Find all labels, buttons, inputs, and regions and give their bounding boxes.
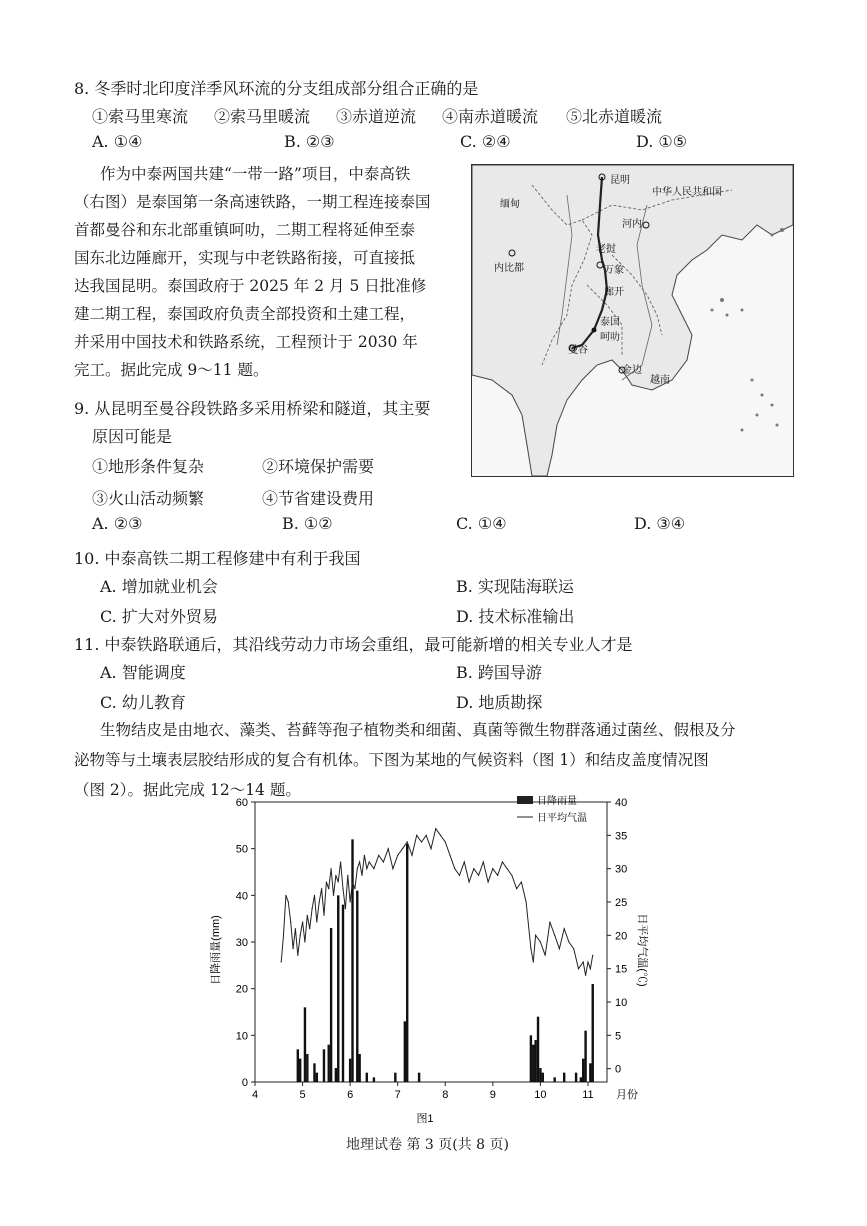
temp-point: [295, 928, 296, 929]
temp-point: [578, 968, 579, 969]
temp-point: [426, 835, 427, 836]
temp-point: [388, 848, 389, 849]
q8-option-b[interactable]: B. ②③: [284, 132, 335, 151]
temp-point: [590, 968, 591, 969]
y2-axis-ticks: [607, 797, 627, 1076]
temp-point: [338, 881, 339, 882]
passage-line: 生物结皮是由地衣、藻类、苔藓等孢子植物类和细菌、真菌等微生物群落通过菌丝、假根及分: [100, 721, 736, 739]
temp-point: [507, 868, 508, 869]
y2-tick-label: 15: [615, 963, 628, 976]
temp-point: [564, 928, 565, 929]
q9-option-c[interactable]: C. ①④: [456, 514, 507, 533]
q11-stem: 11. 中泰铁路联通后，其沿线劳动力市场会重组，最可能新增的相关专业人才是: [74, 635, 633, 654]
temp-point: [397, 855, 398, 856]
q8-item: ⑤北赤道暖流: [566, 107, 663, 126]
y2-tick-label: 25: [615, 897, 628, 909]
y-tick-label: 40: [235, 890, 248, 903]
temp-point: [540, 941, 541, 942]
y-tick-label: 0: [241, 1077, 248, 1089]
temp-point: [487, 881, 488, 882]
passage-line: 作为中泰两国共建“一带一路”项目，中泰高铁: [100, 165, 411, 183]
rain-bar: [328, 1045, 330, 1082]
temp-point: [511, 875, 512, 876]
legend-bar-swatch: [517, 796, 533, 804]
temp-point: [445, 841, 446, 842]
southeast-asia-map: [471, 164, 794, 477]
temp-point: [492, 868, 493, 869]
y2-tick-label: 5: [615, 1030, 622, 1043]
y-axis-label: 日降雨量(mm): [210, 915, 222, 985]
map-label-bangkok: 曼谷: [568, 345, 588, 356]
q9-stem: 9. 从昆明至曼谷段铁路多采用桥梁和隧道，其主要: [74, 399, 431, 418]
temp-point: [402, 848, 403, 849]
x-tick-label: 8: [442, 1089, 449, 1101]
q8-item: ③赤道逆流: [336, 107, 417, 126]
q8-item: ①索马里寒流: [92, 107, 189, 126]
map-label-naypyidaw: 内比都: [494, 263, 524, 274]
q10-option-c[interactable]: C. 扩大对外贸易: [100, 607, 218, 626]
temp-point: [300, 935, 301, 936]
temp-point: [319, 901, 320, 902]
rain-bar: [297, 1049, 299, 1082]
q9-item: ④节省建设费用: [262, 489, 375, 508]
q9-item: ②环境保护需要: [262, 457, 375, 476]
q8-item: ④南赤道暖流: [442, 107, 539, 126]
rain-bar: [530, 1035, 532, 1082]
rain-bar: [553, 1077, 555, 1082]
temp-point: [292, 948, 293, 949]
temp-point: [407, 841, 408, 842]
temp-point: [297, 955, 298, 956]
temp-point: [416, 835, 417, 836]
rain-bar: [394, 1073, 396, 1082]
temp-point: [559, 948, 560, 949]
temp-point: [364, 855, 365, 856]
chart-frame: [255, 802, 607, 1082]
temp-point: [354, 888, 355, 889]
rain-bar: [584, 1031, 586, 1082]
temp-point: [290, 921, 291, 922]
x-tick-label: 4: [251, 1089, 259, 1101]
temp-point: [350, 901, 351, 902]
rain-bar: [366, 1073, 368, 1082]
temp-point: [283, 935, 284, 936]
temp-point: [459, 875, 460, 876]
temp-point: [449, 855, 450, 856]
temp-point: [585, 975, 586, 976]
rain-bar: [563, 1073, 565, 1082]
x-tick-label: 7: [394, 1089, 401, 1101]
rain-bar: [342, 905, 344, 1082]
temp-point: [587, 961, 588, 962]
map-label-phnompenh: 金边: [622, 365, 642, 376]
temp-point: [497, 875, 498, 876]
y-tick-label: 30: [235, 937, 248, 949]
temp-point: [347, 875, 348, 876]
temp-point: [430, 848, 431, 849]
temp-point: [333, 895, 334, 896]
temp-point: [321, 888, 322, 889]
rain-bar: [316, 1073, 318, 1082]
rain-bar: [418, 1073, 420, 1082]
chart-title: 图1: [416, 1113, 434, 1125]
temp-point: [440, 835, 441, 836]
temp-point: [521, 881, 522, 882]
y-tick-label: 20: [235, 983, 248, 996]
rain-bar: [537, 1017, 539, 1082]
rain-bar: [358, 1054, 360, 1082]
temp-point: [435, 828, 436, 829]
q9-item: ①地形条件复杂: [92, 457, 205, 476]
q11-option-c[interactable]: C. 幼儿教育: [100, 693, 186, 712]
q9-item: ③火山活动频繁: [92, 489, 205, 508]
passage-line: 建二期工程，泰国政府负责全部投资和土建工程，: [74, 305, 416, 323]
rain-bar: [349, 1059, 351, 1082]
x-axis-label: 月份: [616, 1089, 638, 1101]
rain-bar: [323, 1049, 325, 1082]
temp-point: [342, 888, 343, 889]
rain-bars: [297, 839, 594, 1082]
y-axis-ticks: [236, 797, 255, 1089]
temp-point: [316, 921, 317, 922]
temp-point: [307, 915, 308, 916]
map-label-thailand: 泰国: [600, 317, 620, 328]
y-tick-label: 60: [235, 797, 248, 809]
map-label-kunming: 昆明: [610, 175, 630, 186]
map-label-laos: 老挝: [596, 244, 616, 255]
map-label-nongkhai: 廊开: [604, 287, 624, 298]
rain-bar: [534, 1040, 536, 1082]
climate-chart: [205, 790, 665, 1130]
rain-bar: [575, 1073, 577, 1082]
temp-point: [288, 901, 289, 902]
temp-point: [502, 861, 503, 862]
temp-point: [421, 841, 422, 842]
q10-option-a[interactable]: A. 增加就业机会: [100, 577, 218, 596]
temp-point: [331, 868, 332, 869]
temp-point: [340, 861, 341, 862]
map-label-china: 中华人民共和国: [652, 187, 722, 198]
x-tick-label: 6: [347, 1089, 354, 1101]
q9-option-d[interactable]: D. ③④: [634, 514, 686, 533]
temp-point: [526, 901, 527, 902]
map-label-hanoi: 河内: [622, 219, 642, 230]
q8-stem: 8. 冬季时北印度洋季风环流的分支组成部分组合正确的是: [74, 79, 479, 98]
rain-bar: [299, 1059, 301, 1082]
q9-option-a[interactable]: A. ②③: [92, 514, 143, 533]
temp-series-line: [281, 829, 593, 976]
q11-option-a[interactable]: A. 智能调度: [100, 663, 186, 682]
legend-temp-label: 日平均气温: [537, 813, 587, 824]
temp-point: [302, 921, 303, 922]
y-tick-label: 10: [235, 1030, 248, 1043]
q11-option-b[interactable]: B. 跨国导游: [456, 663, 542, 682]
y2-tick-label: 40: [615, 797, 628, 809]
temp-point: [383, 861, 384, 862]
temp-point: [326, 881, 327, 882]
q9-option-b[interactable]: B. ①②: [282, 514, 333, 533]
x-tick-label: 10: [534, 1089, 547, 1101]
temp-point: [361, 875, 362, 876]
map-label-vientiane: 万象: [604, 265, 624, 276]
y2-tick-label: 0: [615, 1063, 622, 1076]
temp-point: [554, 935, 555, 936]
temp-point: [411, 855, 412, 856]
q10-option-b[interactable]: B. 实现陆海联运: [456, 577, 574, 596]
temp-point: [328, 888, 329, 889]
x-tick-label: 9: [489, 1089, 496, 1101]
rain-bar: [373, 1077, 375, 1082]
rain-bar: [580, 1077, 582, 1082]
temp-point: [366, 868, 367, 869]
temp-point: [335, 875, 336, 876]
temp-point: [352, 881, 353, 882]
q10-stem: 10. 中泰高铁二期工程修建中有利于我国: [74, 549, 361, 568]
temp-point: [285, 895, 286, 896]
temp-point: [545, 955, 546, 956]
rain-bar: [539, 1068, 541, 1082]
rain-bar: [335, 1068, 337, 1082]
temp-point: [281, 961, 282, 962]
temp-point: [373, 868, 374, 869]
temp-point: [533, 961, 534, 962]
passage-line: 达我国昆明。泰国政府于 2025 年 2 月 5 日批准修: [74, 277, 427, 295]
temp-point: [573, 948, 574, 949]
y2-tick-label: 10: [615, 997, 628, 1009]
temp-point: [359, 861, 360, 862]
passage-line: 首都曼谷和东北部重镇呵叻，二期工程将延伸至泰: [74, 221, 416, 239]
temp-point: [304, 941, 305, 942]
temp-point: [592, 955, 593, 956]
q10-option-d[interactable]: D. 技术标准输出: [456, 607, 575, 626]
passage-line: 并采用中国技术和铁路系统，工程预计于 2030 年: [74, 333, 418, 351]
map-label-vietnam: 越南: [650, 375, 670, 386]
chart-legend: [517, 794, 587, 824]
temp-point: [311, 908, 312, 909]
passage-line: （右图）是泰国第一条高速铁路，一期工程连接泰国: [74, 193, 431, 211]
temp-point: [478, 875, 479, 876]
rain-bar: [306, 1054, 308, 1082]
y-tick-label: 50: [235, 843, 248, 856]
temp-point: [309, 928, 310, 929]
page-footer: 地理试卷 第 3 页(共 8 页): [346, 1137, 509, 1153]
rain-bar: [351, 839, 353, 1082]
q8-item: ②索马里暖流: [214, 107, 311, 126]
temp-point: [323, 915, 324, 916]
rain-bar: [406, 844, 408, 1082]
temp-line: [281, 828, 594, 976]
x-tick-label: 5: [299, 1089, 306, 1101]
q8-option-c[interactable]: C. ②④: [460, 132, 511, 151]
temp-point: [483, 861, 484, 862]
rain-bar: [542, 1073, 544, 1082]
rain-bar: [356, 891, 358, 1082]
temp-point: [454, 868, 455, 869]
temp-point: [345, 908, 346, 909]
legend-rain-label: 日降雨量: [537, 796, 577, 807]
rain-bar: [404, 1021, 406, 1082]
temp-point: [473, 868, 474, 869]
temp-point: [369, 861, 370, 862]
rain-bar: [304, 1007, 306, 1082]
temp-point: [357, 868, 358, 869]
rain-bar: [589, 1063, 591, 1082]
x-tick-label: 11: [582, 1089, 594, 1101]
y2-axis-label: 日平均气温(℃): [636, 913, 648, 987]
temp-point: [568, 941, 569, 942]
rain-bar: [330, 928, 332, 1082]
map-drawing: [472, 165, 793, 476]
y2-tick-label: 35: [615, 830, 628, 843]
rain-bar: [337, 895, 339, 1082]
map-label-myanmar: 缅甸: [500, 199, 520, 210]
y2-tick-label: 20: [615, 930, 628, 943]
temp-point: [468, 881, 469, 882]
rain-bar: [582, 1059, 584, 1082]
y2-tick-label: 30: [615, 863, 628, 876]
temp-point: [464, 861, 465, 862]
passage-line: 完工。据此完成 9～11 题。: [74, 361, 269, 379]
rain-bar: [313, 1063, 315, 1082]
q8-option-a[interactable]: A. ①④: [92, 132, 143, 151]
temp-point: [314, 895, 315, 896]
temp-point: [583, 961, 584, 962]
plot-border: [255, 802, 607, 1082]
x-axis-ticks: [252, 1082, 594, 1101]
temp-point: [530, 948, 531, 949]
temp-point: [378, 855, 379, 856]
temp-point: [549, 921, 550, 922]
passage-line: （图 2）。据此完成 12～14 题。: [74, 781, 301, 799]
passage-line: 泌物等与土壤表层胶结形成的复合有机体。下图为某地的气候资料（图 1）和结皮盖度情况图: [74, 751, 709, 769]
passage-line: 国东北边陲廊开，实现与中老铁路衔接，可直接抵: [74, 249, 416, 267]
map-label-korat: 呵叻: [600, 332, 620, 343]
temp-point: [516, 888, 517, 889]
temp-point: [392, 868, 393, 869]
rain-bar: [592, 984, 594, 1082]
rain-bar: [532, 1045, 534, 1082]
q9-stem-cont: 原因可能是: [92, 427, 173, 446]
q11-option-d[interactable]: D. 地质勘探: [456, 693, 543, 712]
temp-point: [535, 935, 536, 936]
q8-option-d[interactable]: D. ①⑤: [636, 132, 688, 151]
